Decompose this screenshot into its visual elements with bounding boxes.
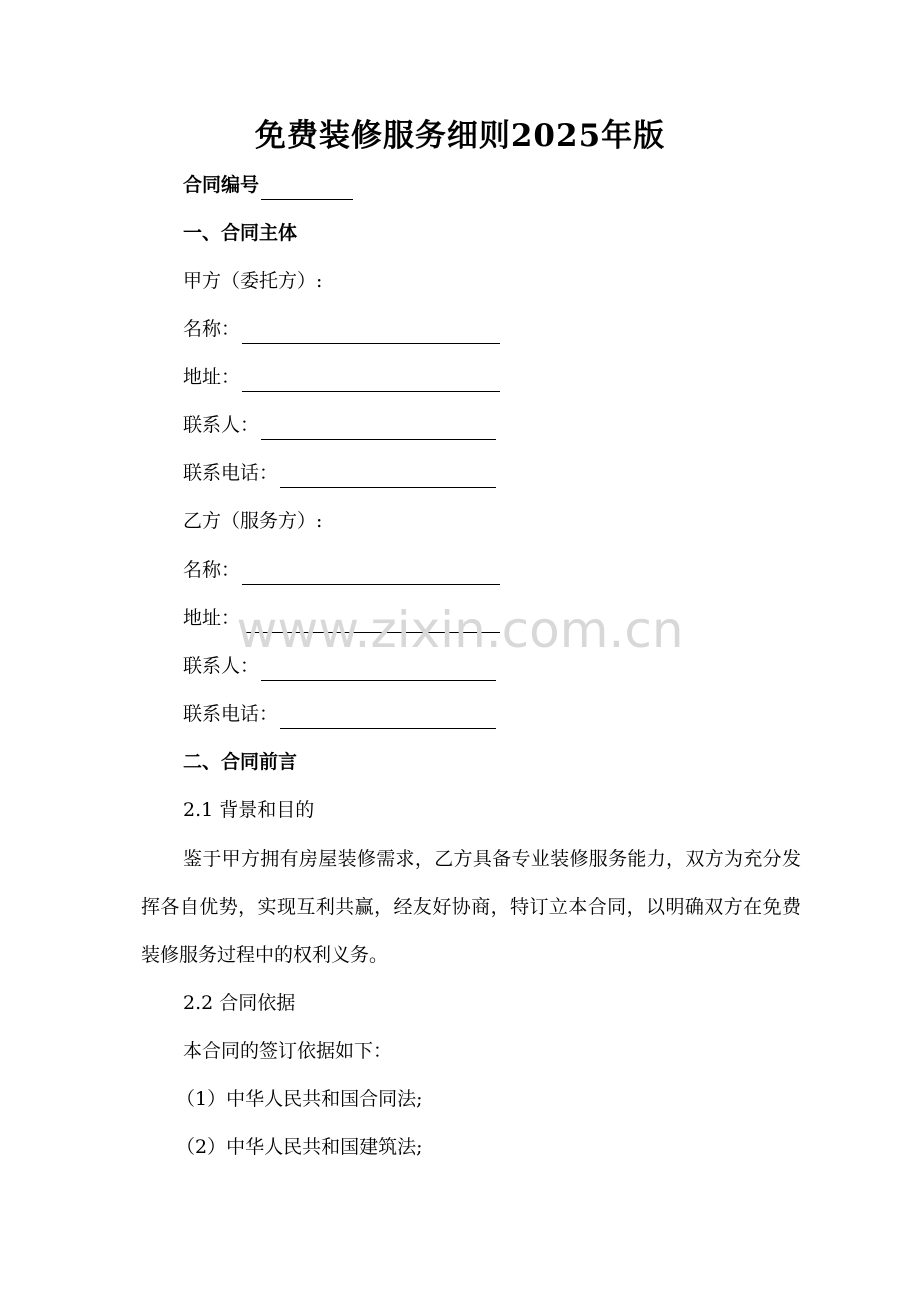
party-b-contact-blank [261,658,496,681]
basis-intro: 本合同的签订依据如下： [183,1040,393,1062]
party-a-phone-line [183,458,496,488]
basis-item-2: （2）中华人民共和国建筑法; [176,1136,423,1158]
party-b-address-blank [242,610,500,633]
party-b-name-line [183,555,500,585]
subsection-2-1-heading: 2.1 背景和目的 [183,799,315,821]
party-b-address-line [183,603,500,633]
party-b-phone-label: 联系电话： [183,703,279,725]
watermark-text: www.zixin.com.cn [236,601,684,659]
party-a-contact-blank [261,417,496,440]
contract-number-blank [261,177,353,200]
party-a-name-blank [242,321,500,344]
party-a-contact-label: 联系人： [183,414,260,436]
party-b-phone-line [183,699,496,729]
background-paragraph: 鉴于甲方拥有房屋装修需求，乙方具备专业装修服务能力，双方为充分发挥各自优势，实现互利共赢，经友好协商，特订立本合同，以明确双方在免费装修服务过程中的权利义务。 [141,848,801,966]
party-b-contact-line [183,651,496,681]
party-a-contact-line [183,410,496,440]
section-2-heading: 二、合同前言 [183,751,298,773]
party-a-heading: 甲方（委托方）: [183,270,323,292]
basis-item-1: （1）中华人民共和国合同法; [176,1088,423,1110]
subsection-2-2-heading: 2.2 合同依据 [183,992,296,1014]
party-b-name-blank [242,562,500,585]
party-b-phone-blank [280,706,496,729]
section-1-heading: 一、合同主体 [183,222,298,244]
contract-number-label: 合同编号 [183,174,260,196]
party-b-address-label: 地址： [183,607,241,629]
document-title: 免费装修服务细则2025年版 [254,118,666,154]
party-a-phone-blank [280,465,496,488]
party-a-address-line [183,362,500,392]
party-a-address-label: 地址： [183,366,241,388]
party-b-contact-label: 联系人： [183,655,260,677]
party-a-name-line [183,314,500,344]
party-b-name-label: 名称： [183,559,241,581]
party-b-heading: 乙方（服务方）: [183,510,323,532]
party-a-name-label: 名称： [183,318,241,340]
party-a-address-blank [242,369,500,392]
party-a-phone-label: 联系电话： [183,462,279,484]
contract-number-line [183,170,353,200]
